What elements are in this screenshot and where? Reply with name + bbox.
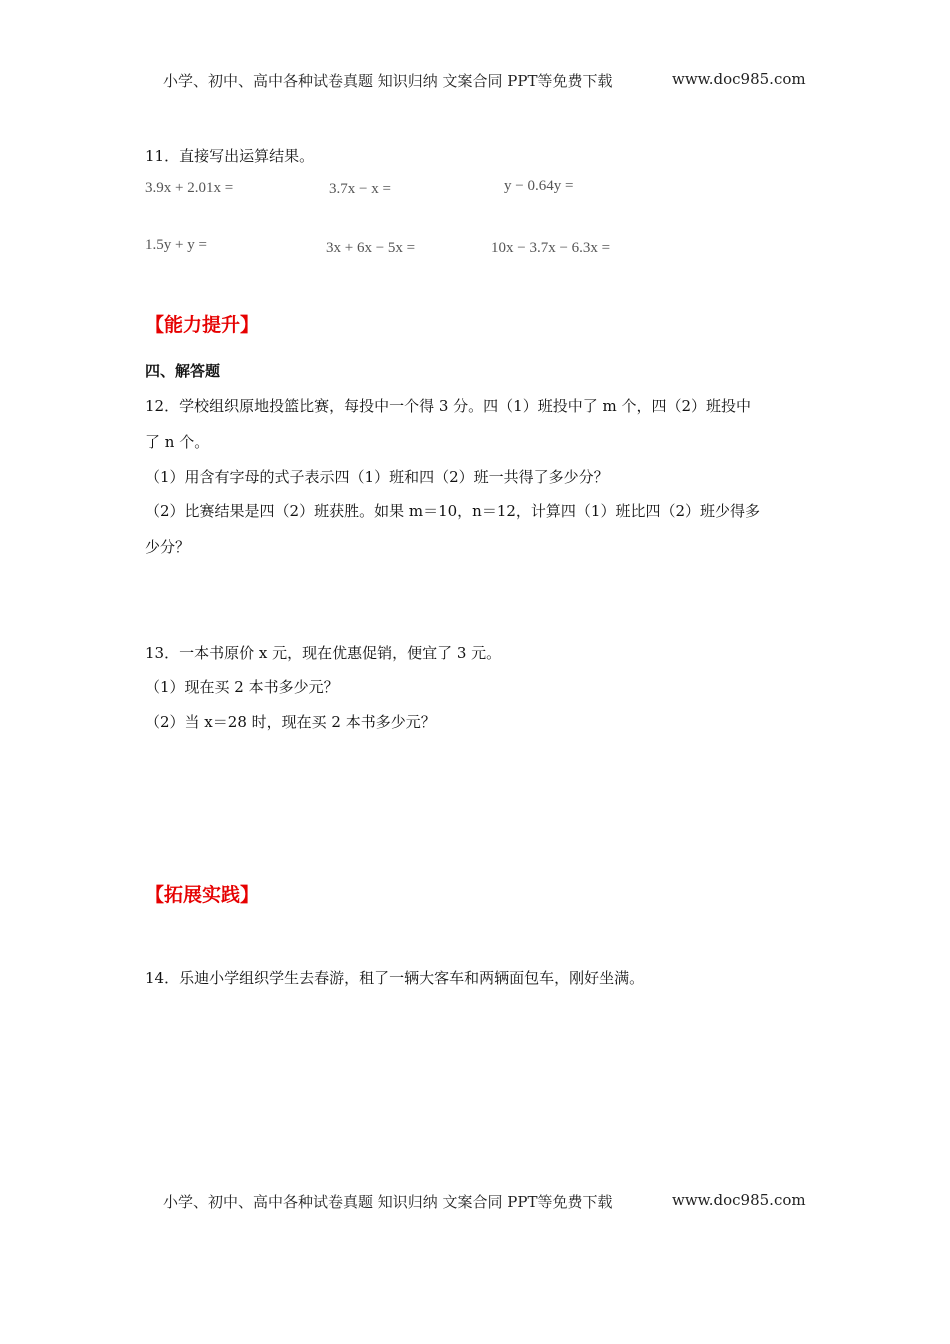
q11-expr-6: 10x − 3.7x − 6.3x = — [491, 240, 611, 256]
section-title-ability: 【能力提升】 — [145, 314, 260, 336]
q11-expr-4: 1.5y + y = — [145, 237, 207, 253]
page-footer-site: www.doc985.com — [672, 1191, 806, 1209]
page-header-site: www.doc985.com — [672, 70, 806, 88]
part-title-answers: 四、解答题 — [145, 362, 221, 380]
page-header-text: 小学、初中、高中各种试卷真题 知识归纳 文案合同 PPT等免费下载 — [163, 72, 613, 90]
q11-expr-1: 3.9x + 2.01x = — [145, 180, 234, 196]
question-13-sub-2: （2）当 x＝28 时，现在买 2 本书多少元？ — [145, 713, 436, 731]
q11-expr-2: 3.7x − x = — [329, 181, 391, 197]
page-footer-text: 小学、初中、高中各种试卷真题 知识归纳 文案合同 PPT等免费下载 — [163, 1193, 613, 1211]
q11-expr-5: 3x + 6x − 5x = — [326, 240, 416, 256]
question-14-line-1: 14．乐迪小学组织学生去春游，租了一辆大客车和两辆面包车，刚好坐满。 — [145, 969, 645, 987]
question-11-title: 11．直接写出运算结果。 — [145, 147, 315, 165]
q11-expr-3: y − 0.64y = — [504, 178, 574, 194]
question-12-sub-2a: （2）比赛结果是四（2）班获胜。如果 m＝10，n＝12，计算四（1）班比四（2）班少得多 — [145, 502, 761, 520]
section-title-practice: 【拓展实践】 — [145, 884, 260, 906]
question-12-line-2: 了 n 个。 — [145, 433, 210, 451]
question-12-sub-1: （1）用含有字母的式子表示四（1）班和四（2）班一共得了多少分？ — [145, 468, 609, 486]
question-12-line-1: 12．学校组织原地投篮比赛，每投中一个得 3 分。四（1）班投中了 m 个，四（2）班投中 — [145, 397, 752, 415]
question-13-sub-1: （1）现在买 2 本书多少元？ — [145, 678, 339, 696]
question-13-line-1: 13．一本书原价 x 元，现在优惠促销，便宜了 3 元。 — [145, 644, 502, 662]
question-12-sub-2b: 少分？ — [145, 538, 191, 556]
